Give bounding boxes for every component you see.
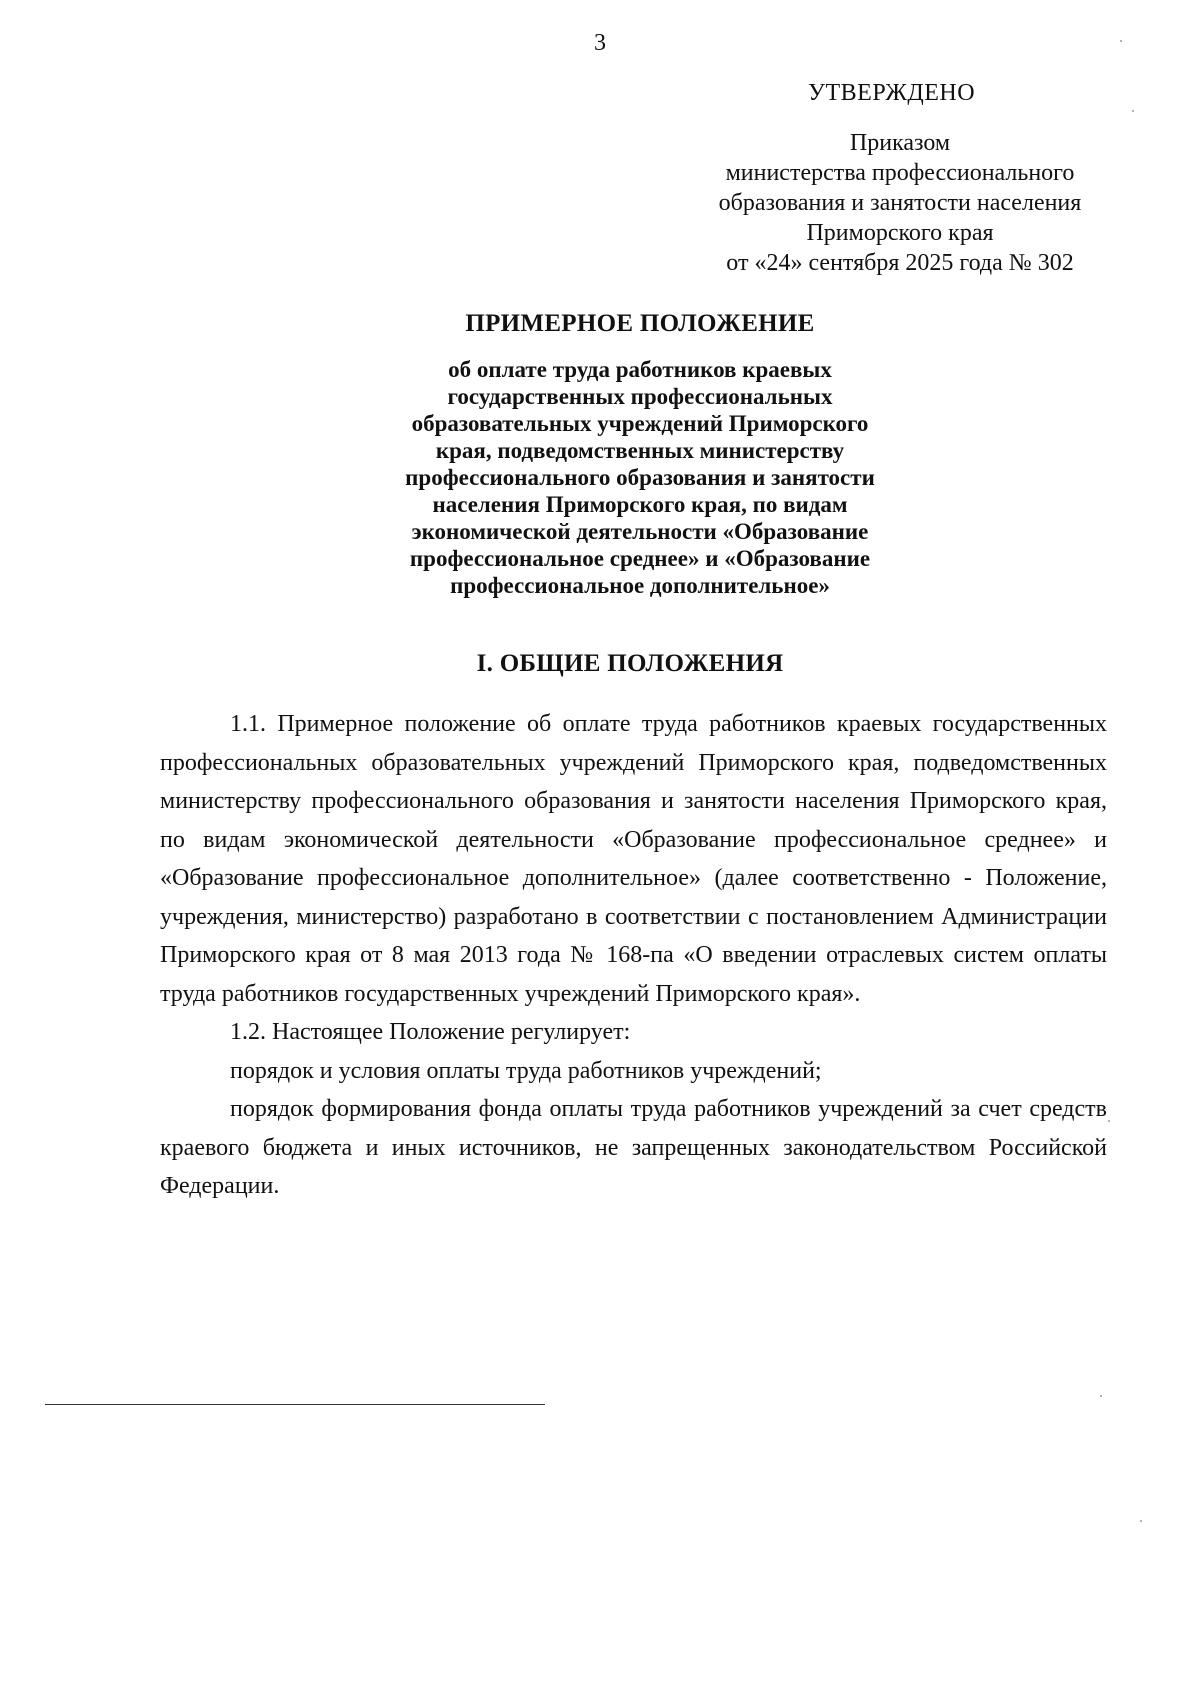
subtitle-line: образовательных учреждений Приморского xyxy=(411,411,869,436)
subtitle-line: об оплате труда работников краевых xyxy=(448,357,832,382)
document-subtitle xyxy=(340,356,940,599)
document-title: ПРИМЕРНОЕ ПОЛОЖЕНИЕ xyxy=(465,310,815,337)
section-body xyxy=(160,705,1107,1206)
section-heading: I. ОБЩИЕ ПОЛОЖЕНИЯ xyxy=(476,650,784,677)
approval-line: Приморского края xyxy=(806,220,994,246)
paragraph: порядок формирования фонда оплаты труда работников учреждений за счет средств краевого бюджета и иных источников, не запрещенных законодательством Российской Федерации. xyxy=(160,1096,1107,1199)
subtitle-line: профессиональное дополнительное» xyxy=(450,573,830,598)
scan-speck xyxy=(1140,1520,1142,1522)
paragraph: 1.2. Настоящее Положение регулирует: xyxy=(230,1019,631,1045)
footnote-divider xyxy=(45,1404,545,1405)
paragraph: порядок и условия оплаты труда работников учреждений; xyxy=(230,1057,822,1084)
subtitle-line: профессиональное среднее» и «Образование xyxy=(409,546,871,571)
scan-speck xyxy=(1132,110,1134,112)
scan-speck xyxy=(1108,1120,1110,1122)
scan-speck xyxy=(1100,1395,1102,1397)
approval-line: министерства профессионального xyxy=(725,160,1075,186)
scan-speck xyxy=(1120,40,1122,42)
approval-block xyxy=(690,78,1110,278)
subtitle-line: края, подведомственных министерству xyxy=(435,438,845,463)
paragraph: 1.1. Примерное положение об оплате труда работников краевых государственных профессиональных образовательных учреждений Приморского края, подведомственных министерству профессионального образования и занятости населения Приморского края, по видам экономической деятельности «Образование профессиональное среднее» и «Образование профессиональное дополнительное» (далее соответственно - Положение, учреждения, министерство) разработано в соответствии с постановлением Администрации Приморского края от 8 мая 2013 года № 168-па «О введении отраслевых систем оплаты труда работников государственных учреждений Приморского края». xyxy=(160,711,1107,1007)
approval-line: образования и занятости населения xyxy=(718,190,1082,216)
subtitle-line: государственных профессиональных xyxy=(447,384,833,409)
approval-line: Приказом xyxy=(849,130,951,156)
subtitle-line: экономической деятельности «Образование xyxy=(411,519,869,544)
subtitle-line: населения Приморского края, по видам xyxy=(432,492,848,517)
approval-line: от «24» сентября 2025 года № 302 xyxy=(726,250,1074,276)
approved-label: УТВЕРЖДЕНО xyxy=(808,80,976,106)
subtitle-line: профессионального образования и занятости xyxy=(405,465,875,490)
page-number: 3 xyxy=(594,30,606,56)
